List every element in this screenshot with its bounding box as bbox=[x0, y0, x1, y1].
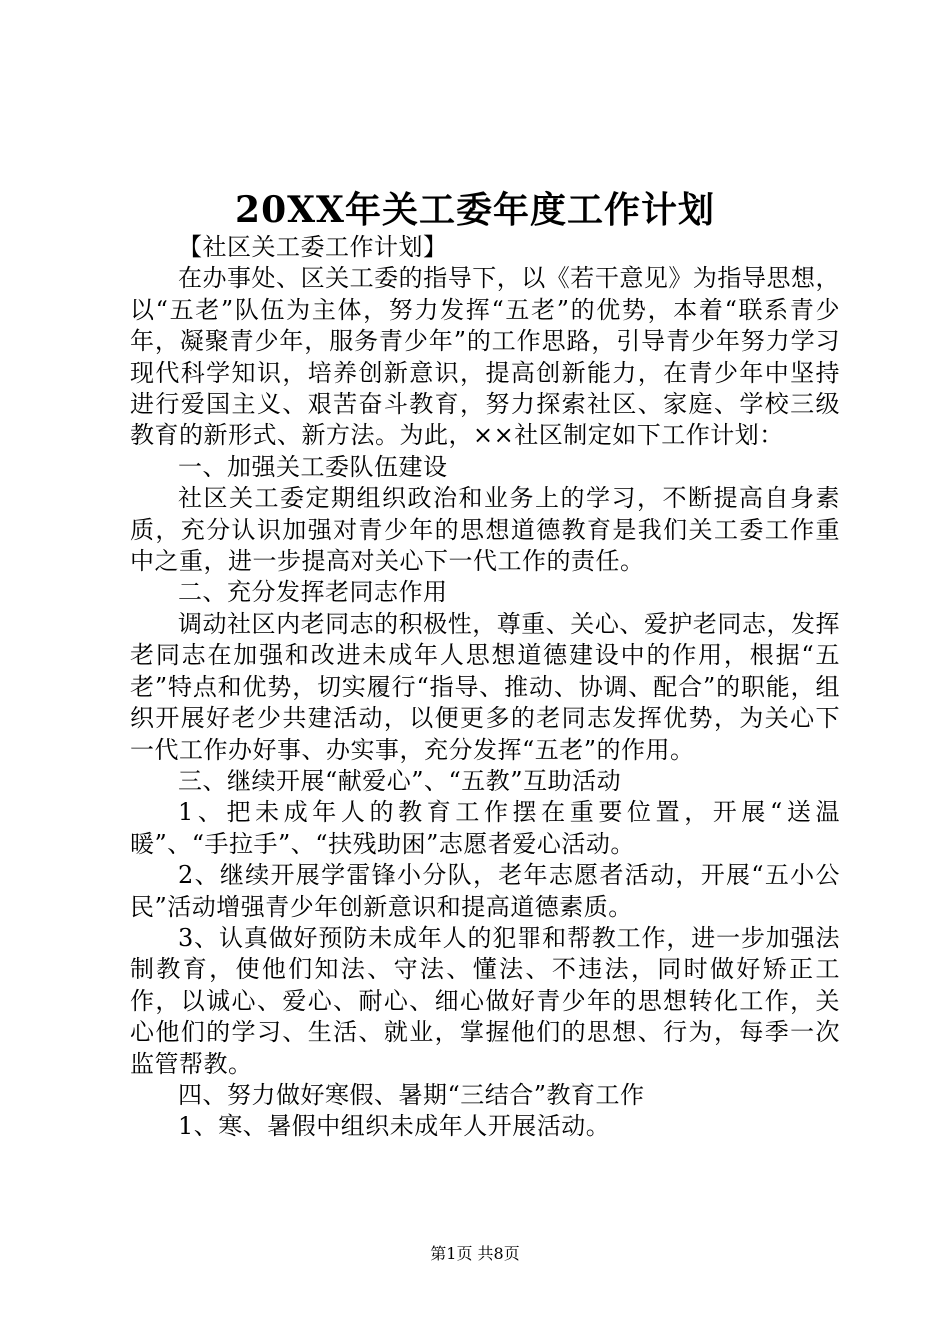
document-body bbox=[130, 232, 840, 1143]
heading-section-1: 一、加强关工委队伍建设 bbox=[178, 452, 448, 481]
list-item-4-1: 1、寒、暑假中组织未成年人开展活动。 bbox=[178, 1112, 611, 1141]
heading-section-2: 二、充分发挥老同志作用 bbox=[178, 578, 448, 607]
heading-section-4: 四、努力做好寒假、暑期“三结合”教育工作 bbox=[178, 1080, 645, 1109]
list-item-3-2: 2、继续开展学雷锋小分队，老年志愿者活动，开展“五小公民”活动增强青少年创新意识和提高道德素质。 bbox=[130, 861, 840, 921]
list-item-3-3: 3、认真做好预防未成年人的犯罪和帮教工作，进一步加强法制教育，使他们知法、守法、懂法、不违法，同时做好矫正工作，以诚心、爱心、耐心、细心做好青少年的思想转化工作，关心他们的学习、生活、就业，掌握他们的思想、行为，每季一次监管帮教。 bbox=[130, 923, 840, 1078]
heading-section-3: 三、继续开展“献爱心”、“五教”互助活动 bbox=[178, 766, 622, 795]
page-number-footer: 第1页 共8页 bbox=[430, 1244, 520, 1263]
document-title: 20XX年关工委年度工作计划 bbox=[235, 189, 715, 231]
paragraph-section-2: 调动社区内老同志的积极性，尊重、关心、爱护老同志，发挥老同志在加强和改进未成年人思想道德建设中的作用，根据“五老”特点和优势，切实履行“指导、推动、协调、配合”的职能，组织开展好老少共建活动，以便更多的老同志发挥优势，为关心下一代工作办好事、办实事，充分发挥“五老”的作用。 bbox=[130, 609, 840, 764]
list-item-3-1: 1、把未成年人的教育工作摆在重要位置，开展“送温暖”、“手拉手”、“扶残助困”志愿者爱心活动。 bbox=[130, 798, 840, 858]
paragraph-section-1: 社区关工委定期组织政治和业务上的学习，不断提高自身素质，充分认识加强对青少年的思想道德教育是我们关工委工作重中之重，进一步提高对关心下一代工作的责任。 bbox=[130, 484, 840, 576]
paragraph-section-label: 【社区关工委工作计划】 bbox=[178, 233, 448, 261]
paragraph-intro: 在办事处、区关工委的指导下，以《若干意见》为指导思想，以“五老”队伍为主体，努力发挥“五老”的优势，本着“联系青少年，凝聚青少年，服务青少年”的工作思路，引导青少年努力学习现代科学知识，培养创新意识，提高创新能力，在青少年中坚持进行爱国主义、艰苦奋斗教育，努力探索社区、家庭、学校三级教育的新形式、新方法。为此，××社区制定如下工作计划： bbox=[130, 264, 840, 450]
